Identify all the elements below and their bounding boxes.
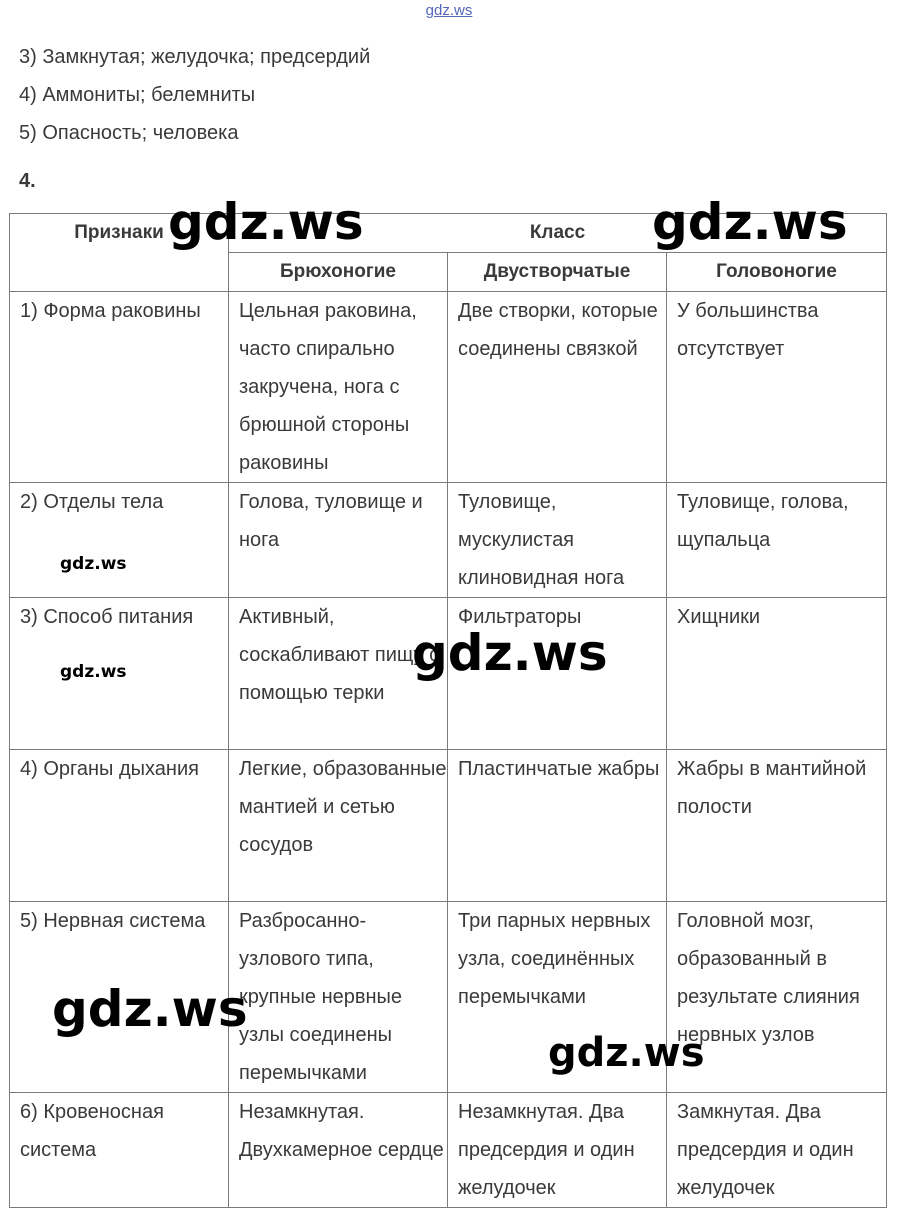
cell: Разбросанно-узлового типа, крупные нервные узлы соединены перемычками <box>229 902 448 1093</box>
header-class-1: Брюхоногие <box>229 253 448 292</box>
cell: Две створки, которые соединены связкой <box>448 292 667 483</box>
table-row <box>10 750 887 902</box>
cell: Головной мозг, образованный в результате слияния нервных узлов <box>667 902 887 1093</box>
table-row <box>10 1093 887 1208</box>
header-sign: Признаки <box>10 214 229 292</box>
task-number: 4. <box>19 170 36 192</box>
watermark: gdz.ws <box>412 624 608 682</box>
row-sign: 1) Форма раковины <box>10 292 229 483</box>
row-sign: 4) Органы дыхания <box>10 750 229 902</box>
row-sign: 6) Кровеносная система <box>10 1093 229 1208</box>
watermark: gdz.ws <box>652 193 848 251</box>
cell: Незамкнутая. Двухкамерное сердце <box>229 1093 448 1208</box>
watermark: gdz.ws <box>60 662 127 682</box>
answer-3: 3) Замкнутая; желудочка; предсердий <box>19 46 371 68</box>
cell: Цельная раковина, часто спирально закручена, нога с брюшной стороны раковины <box>229 292 448 483</box>
watermark: gdz.ws <box>60 554 127 574</box>
watermark: gdz.ws <box>52 980 248 1038</box>
cell: Незамкнутая. Два предсердия и один желудочек <box>448 1093 667 1208</box>
header-class: Класс <box>229 214 887 253</box>
cell: Хищники <box>667 598 887 750</box>
cell: Туловище, мускулистая клиновидная нога <box>448 483 667 598</box>
cell: Жабры в мантийной полости <box>667 750 887 902</box>
cell: Три парных нервных узла, соединённых перемычками <box>448 902 667 1093</box>
table-row <box>10 902 887 1093</box>
cell: Туловище, голова, щупальца <box>667 483 887 598</box>
answers-list <box>19 38 370 152</box>
mollusc-table <box>9 213 887 1208</box>
row-sign: 2) Отделы тела <box>10 483 229 598</box>
cell: Активный, соскабливают пищу с помощью терки <box>229 598 448 750</box>
cell: Пластинчатые жабры <box>448 750 667 902</box>
cell: Легкие, образованные мантией и сетью сосудов <box>229 750 448 902</box>
table-row <box>10 598 887 750</box>
cell: У большинства отсутствует <box>667 292 887 483</box>
cell: Голова, туловище и нога <box>229 483 448 598</box>
top-watermark-link[interactable]: gdz.ws <box>425 2 473 19</box>
table-row <box>10 292 887 483</box>
answer-5: 5) Опасность; человека <box>19 122 239 144</box>
answer-4: 4) Аммониты; белемниты <box>19 84 256 106</box>
table-row <box>10 483 887 598</box>
watermark: gdz.ws <box>168 193 364 251</box>
row-sign: 3) Способ питания <box>10 598 229 750</box>
row-sign: 5) Нервная система <box>10 902 229 1093</box>
header-class-3: Головоногие <box>667 253 887 292</box>
cell: Фильтраторы <box>448 598 667 750</box>
header-class-2: Двустворчатые <box>448 253 667 292</box>
watermark: gdz.ws <box>548 1030 705 1076</box>
cell: Замкнутая. Два предсердия и один желудочек <box>667 1093 887 1208</box>
